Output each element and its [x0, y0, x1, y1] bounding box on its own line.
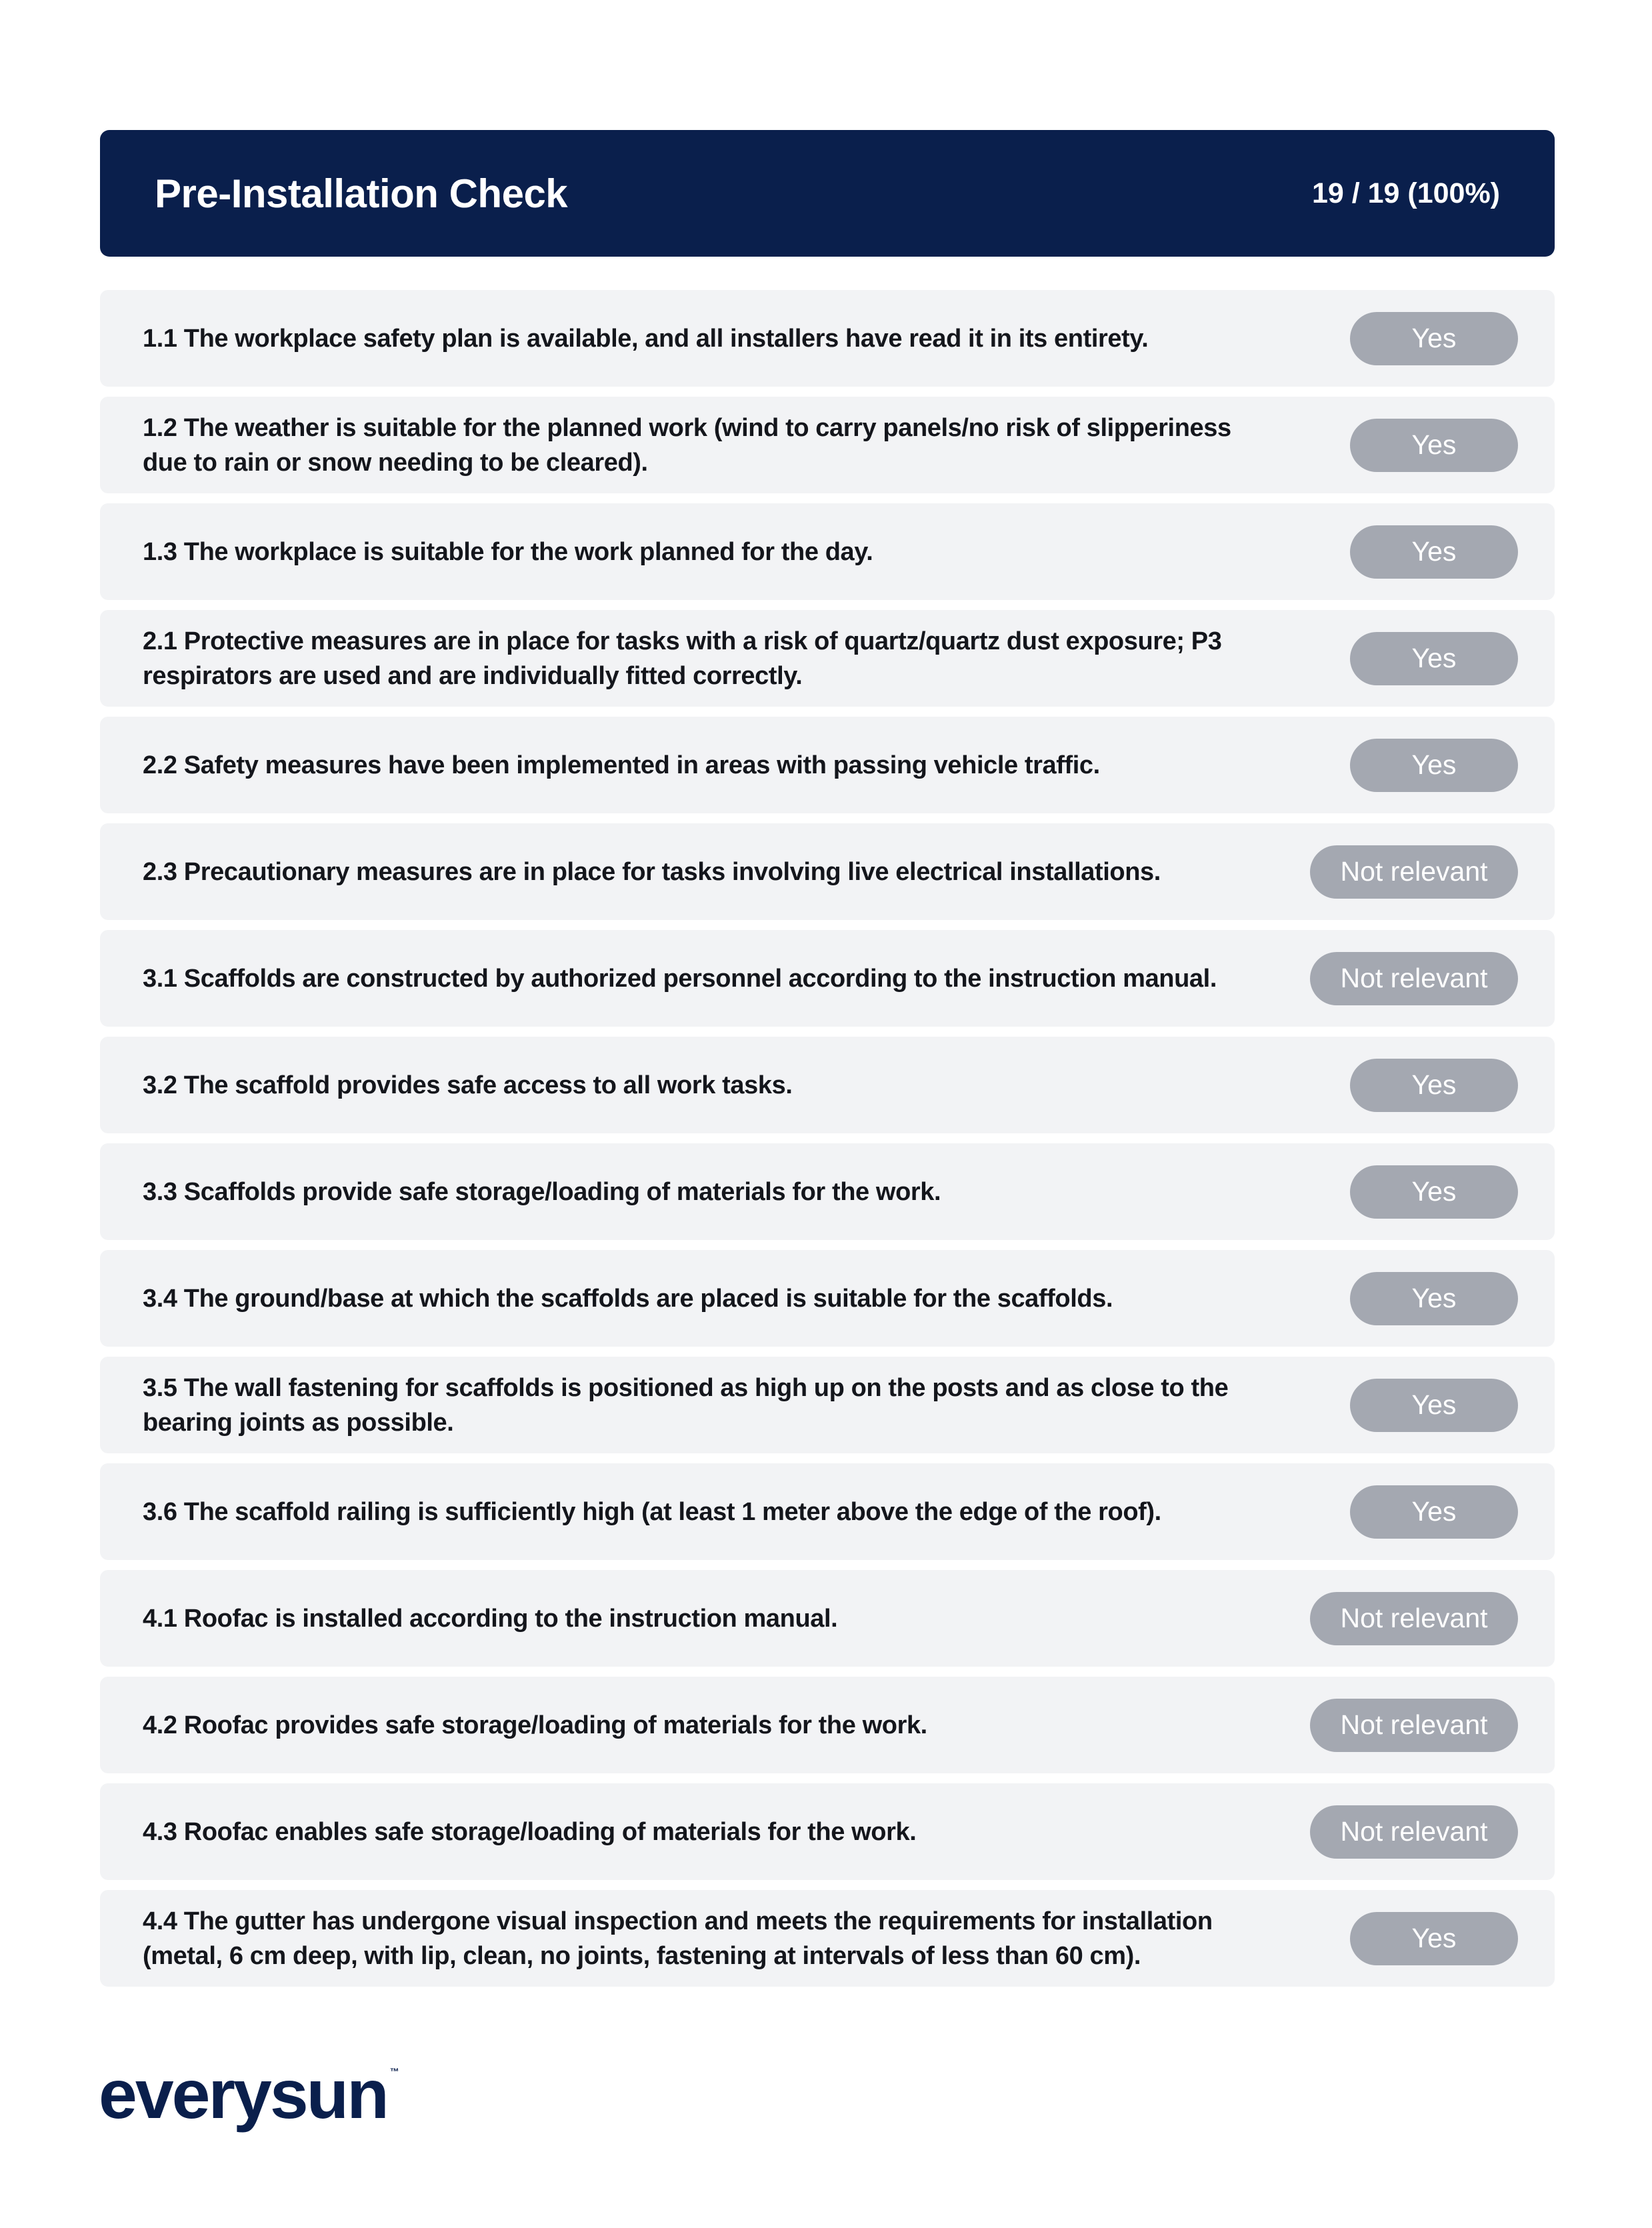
- item-text: 3.1 Scaffolds are constructed by authorized personnel according to the instruction manual.: [143, 964, 1217, 993]
- answer-badge: Not relevant: [1310, 845, 1518, 899]
- answer-badge: Yes: [1350, 1912, 1518, 1965]
- checklist-item: [100, 503, 1555, 600]
- checklist-item: [100, 1570, 1555, 1667]
- page-title: Pre-Installation Check: [155, 171, 568, 216]
- answer-badge: Not relevant: [1310, 1592, 1518, 1645]
- checklist-item: [100, 1143, 1555, 1240]
- item-text: 4.4 The gutter has undergone visual inspection and meets the requirements for installation (metal, 6 cm deep, with lip, clean, no joints, fastening at intervals of less than 60 cm).: [143, 1907, 1213, 1970]
- item-text: 3.6 The scaffold railing is sufficiently high (at least 1 meter above the edge of the roof).: [143, 1497, 1161, 1526]
- item-text: 4.1 Roofac is installed according to the instruction manual.: [143, 1604, 838, 1633]
- item-text: 2.1 Protective measures are in place for tasks with a risk of quartz/quartz dust exposure; P3 respirators are used and are individually fitted correctly.: [143, 627, 1222, 690]
- item-text: 3.4 The ground/base at which the scaffolds are placed is suitable for the scaffolds.: [143, 1284, 1113, 1313]
- checklist-item: [100, 1037, 1555, 1133]
- checklist-item: [100, 1250, 1555, 1347]
- checklist-item: [100, 1463, 1555, 1560]
- answer-badge: Yes: [1350, 1059, 1518, 1112]
- answer-badge: Yes: [1350, 1485, 1518, 1539]
- checklist-header: [100, 130, 1555, 257]
- checklist-item: [100, 717, 1555, 813]
- answer-badge: Not relevant: [1310, 952, 1518, 1005]
- item-text: 2.3 Precautionary measures are in place for tasks involving live electrical installations.: [143, 857, 1161, 886]
- answer-badge: Yes: [1350, 1165, 1518, 1219]
- answer-badge: Yes: [1350, 525, 1518, 579]
- checklist-item: [100, 290, 1555, 387]
- answer-badge: Yes: [1350, 312, 1518, 365]
- checklist-items: [100, 290, 1555, 1997]
- logo-wordmark: everysun: [99, 2056, 387, 2133]
- answer-badge: Yes: [1350, 1272, 1518, 1325]
- answer-badge: Yes: [1350, 739, 1518, 792]
- checklist-item: [100, 823, 1555, 920]
- checklist-item: [100, 930, 1555, 1027]
- checklist-item: [100, 1783, 1555, 1880]
- item-text: 3.5 The wall fastening for scaffolds is positioned as high up on the posts and as close to the bearing joints as possible.: [143, 1373, 1229, 1437]
- checklist-item: [100, 397, 1555, 493]
- checklist-item: [100, 1677, 1555, 1773]
- answer-badge: Yes: [1350, 419, 1518, 472]
- answer-badge: Yes: [1350, 1379, 1518, 1432]
- answer-badge: Not relevant: [1310, 1805, 1518, 1859]
- item-text: 3.3 Scaffolds provide safe storage/loading of materials for the work.: [143, 1177, 941, 1206]
- item-text: 1.3 The workplace is suitable for the work planned for the day.: [143, 537, 873, 566]
- item-text: 2.2 Safety measures have been implemented in areas with passing vehicle traffic.: [143, 751, 1100, 779]
- answer-badge: Yes: [1350, 632, 1518, 685]
- checklist-item: [100, 610, 1555, 707]
- item-text: 4.2 Roofac provides safe storage/loading of materials for the work.: [143, 1711, 927, 1739]
- item-text: 1.2 The weather is suitable for the planned work (wind to carry panels/no risk of slipperiness due to rain or snow needing to be cleared).: [143, 413, 1231, 477]
- item-text: 3.2 The scaffold provides safe access to all work tasks.: [143, 1071, 793, 1099]
- logo-trademark: ™: [389, 2066, 399, 2077]
- checklist-item: [100, 1357, 1555, 1453]
- everysun-logo: [99, 2056, 399, 2133]
- answer-badge: Not relevant: [1310, 1699, 1518, 1752]
- checklist-item: [100, 1890, 1555, 1987]
- item-text: 4.3 Roofac enables safe storage/loading of materials for the work.: [143, 1817, 917, 1846]
- item-text: 1.1 The workplace safety plan is available, and all installers have read it in its entirety.: [143, 324, 1149, 353]
- progress-count: 19 / 19 (100%): [1311, 177, 1500, 209]
